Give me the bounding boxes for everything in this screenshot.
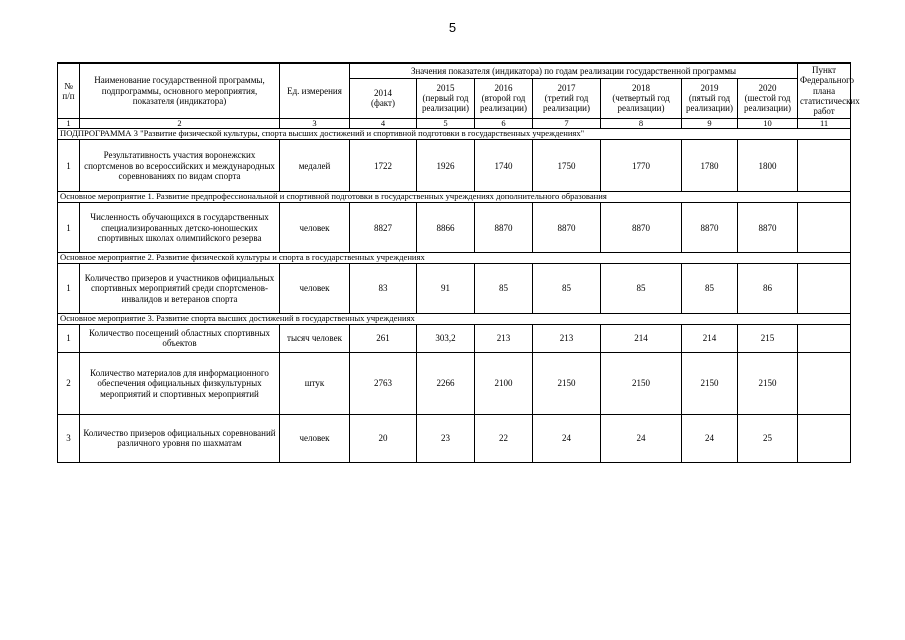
row-value: 8870 [475,203,533,253]
row-value: 8866 [417,203,475,253]
row-value: 85 [601,264,682,314]
row-value: 2100 [475,352,533,414]
row-value: 303,2 [417,324,475,352]
row-value: 2266 [417,352,475,414]
column-number: 8 [601,118,682,129]
row-value: 85 [475,264,533,314]
row-value: 8870 [682,203,738,253]
subprogram-row [58,129,851,140]
column-number: 4 [350,118,417,129]
row-name: Количество посещений областных спортивных объектов [80,324,280,352]
row-plan [798,140,851,192]
subprogram-title: ПОДПРОГРАММА 3 "Развитие физической культуры, спорта высших достижений и спортивной подготовки в государственных учреждениях" [58,129,851,140]
column-number: 9 [682,118,738,129]
column-number: 7 [533,118,601,129]
row-value: 24 [601,414,682,462]
row-value: 20 [350,414,417,462]
row-value: 85 [533,264,601,314]
column-numbers-row [58,118,851,129]
table-row [58,352,851,414]
header-name: Наименование государственной программы, подпрограммы, основного мероприятия, показателя (индикатора) [80,63,280,118]
column-number: 11 [798,118,851,129]
page-number: 5 [448,20,457,35]
row-value: 8870 [601,203,682,253]
header-plan: Пункт Федерального плана статистических работ [798,63,851,118]
row-value: 25 [738,414,798,462]
header-year: 2016 (второй год реализации) [475,78,533,118]
row-value: 8870 [738,203,798,253]
row-value: 213 [533,324,601,352]
column-number: 1 [58,118,80,129]
header-group-title: Значения показателя (индикатора) по годам реализации государственной программы [350,63,798,78]
column-number: 10 [738,118,798,129]
row-name: Численность обучающихся в государственных специализированных детско-юношеских спортивных школах олимпийского резерва [80,203,280,253]
row-value: 214 [682,324,738,352]
row-unit: медалей [280,140,350,192]
row-value: 2763 [350,352,417,414]
row-value: 1740 [475,140,533,192]
measure-row [58,253,851,264]
row-name: Количество призеров официальных соревнований различного уровня по шахматам [80,414,280,462]
row-name: Количество материалов для информационного обеспечения официальных физкультурных мероприятий и спортивных мероприятий [80,352,280,414]
table-row [58,324,851,352]
table-row [58,414,851,462]
header-year: 2017 (третий год реализации) [533,78,601,118]
row-unit: штук [280,352,350,414]
row-value: 1780 [682,140,738,192]
row-plan [798,414,851,462]
row-value: 2150 [601,352,682,414]
row-value: 2150 [738,352,798,414]
measure-title: Основное мероприятие 1. Развитие предпрофессиональной и спортивной подготовки в государственных учреждениях дополнительного образования [58,192,851,203]
table-row [58,264,851,314]
row-value: 215 [738,324,798,352]
row-plan [798,264,851,314]
row-value: 8870 [533,203,601,253]
row-value: 24 [533,414,601,462]
row-value: 91 [417,264,475,314]
row-value: 23 [417,414,475,462]
row-value: 8827 [350,203,417,253]
row-unit: человек [280,264,350,314]
indicator-table [57,62,860,463]
row-num: 1 [58,324,80,352]
table-row [58,140,851,192]
row-value: 85 [682,264,738,314]
row-plan [798,324,851,352]
row-num: 3 [58,414,80,462]
row-value: 1926 [417,140,475,192]
row-unit: тысяч человек [280,324,350,352]
row-value: 1750 [533,140,601,192]
header-year: 2018 (четвертый год реализации) [601,78,682,118]
row-value: 1722 [350,140,417,192]
row-plan [798,352,851,414]
row-value: 214 [601,324,682,352]
measure-row [58,192,851,203]
row-value: 1800 [738,140,798,192]
row-num: 1 [58,140,80,192]
header-year: 2014 (факт) [350,78,417,118]
header-year: 2015 (первый год реализации) [417,78,475,118]
row-plan [798,203,851,253]
row-name: Результативность участия воронежских спортсменов во всероссийских и международных соревнованиях по видам спорта [80,140,280,192]
row-value: 1770 [601,140,682,192]
row-value: 261 [350,324,417,352]
header-row [58,63,851,78]
row-unit: человек [280,414,350,462]
header-unit: Ед. измерения [280,63,350,118]
row-name: Количество призеров и участников официальных спортивных мероприятий среди спортсменов-инвалидов и ветеранов спорта [80,264,280,314]
column-number: 2 [80,118,280,129]
header-year: 2020 (шестой год реализации) [738,78,798,118]
column-number: 6 [475,118,533,129]
row-unit: человек [280,203,350,253]
column-number: 5 [417,118,475,129]
column-number: 3 [280,118,350,129]
row-num: 1 [58,264,80,314]
table-row [58,203,851,253]
measure-title: Основное мероприятие 3. Развитие спорта высших достижений в государственных учреждениях [58,314,851,325]
row-value: 2150 [533,352,601,414]
row-value: 213 [475,324,533,352]
measure-row [58,314,851,325]
row-value: 24 [682,414,738,462]
row-num: 2 [58,352,80,414]
row-value: 22 [475,414,533,462]
row-value: 83 [350,264,417,314]
header-year: 2019 (пятый год реализации) [682,78,738,118]
row-num: 1 [58,203,80,253]
row-value: 86 [738,264,798,314]
measure-title: Основное мероприятие 2. Развитие физической культуры и спорта в государственных учреждениях [58,253,851,264]
header-num: № п/п [58,63,80,118]
row-value: 2150 [682,352,738,414]
